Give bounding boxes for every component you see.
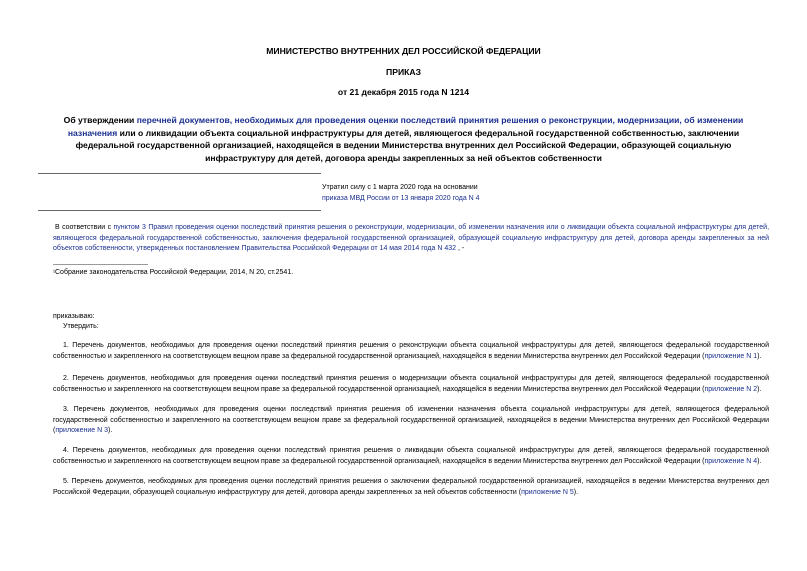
list-item-end: ). [757, 457, 762, 465]
list-item-end: ). [757, 385, 762, 393]
appendix-5-link[interactable]: приложение N 5 [521, 488, 574, 496]
title-prefix: Об утверждении [63, 115, 137, 125]
title-middle: или [117, 127, 139, 138]
list-item-text: 4. Перечень документов, необходимых для проведения оценки последствий принятия решения о ликвидации объекта социальной инфраструктуры для детей, являющегося федеральной государственной собственностью и закрепленного на соответствующем вещном праве за федеральной государственной организацией, находящейся в ведении Министерства внутренних дел Российской Федерации ( [53, 447, 769, 465]
list-item-end: ). [757, 352, 762, 360]
footnote-text: Собрание законодательства Российской Федерации, 2014, N 20, ст.2541. [55, 269, 294, 276]
list-item [53, 405, 769, 437]
list-item-text: 1. Перечень документов, необходимых для проведения оценки последствий принятия решения о реконструкции объекта социальной инфраструктуры для детей, являющегося федеральной государственной собственностью и закрепленного на соответствующем вещном праве за федеральной государственной организацией, находящейся в ведении Министерства внутренних дел Российской Федерации ( [53, 342, 769, 360]
doc-type-heading: ПРИКАЗ [386, 67, 421, 77]
footnote [53, 268, 753, 279]
appendix-3-link[interactable]: приложение N 3 [55, 427, 108, 434]
preamble [53, 223, 769, 255]
preamble-link[interactable]: пунктом 3 Правил проведения оценки последствий принятия решения о реконструкции, модернизации, об изменении назначения или о ликвидации объекта социальной инфраструктуры для детей, являющегося федеральной государственной собственностью, заключения федеральной государственной организацией, образующей социальную инфраструктуру для детей, договора аренды закрепленных за ней объектов собственности, утвержденных постановлением Правительства Российской Федерации от 14 мая 2014 года N 432 [53, 224, 770, 252]
title-link[interactable]: перечней документов, необходимых для проведения оценки последствий принятия решения о реконструкции, модернизации, об изменении назначения [67, 115, 744, 138]
list-item [53, 341, 769, 362]
status-line: Утратил силу с 1 марта 2020 года на основании [322, 184, 478, 191]
ministry-heading: МИНИСТЕРСТВО ВНУТРЕННИХ ДЕЛ РОССИЙСКОЙ ФЕДЕРАЦИИ [266, 46, 541, 56]
divider-bottom [38, 210, 321, 211]
list-item-text: 3. Перечень документов, необходимых для проведения оценки последствий принятия решения об изменении назначения объекта социальной инфраструктуры для детей, являющегося федеральной государственной собственностью и закрепленного на соответствующем вещном праве за федеральной государственной организацией, находящейся в ведении Министерства внутренних дел Российской Федерации ( [53, 406, 769, 434]
prikazyvayu-label: приказываю: [53, 313, 95, 320]
list-item [53, 374, 769, 395]
footnote-rule [53, 264, 148, 265]
utverdit-label: Утвердить: [63, 323, 99, 330]
list-item-end: ). [108, 427, 113, 434]
list-item [53, 446, 769, 467]
title-rest: о ликвидации объекта социальной инфраструктуры для детей, являющегося федеральной государственной собственностью, заключении федеральной государственной организацией, находящейся в ведении Министерства внутренних дел Российской Федерации, образующей социальную инфраструктуру для детей, договора аренды закрепленных за ней объектов собственности [75, 127, 740, 163]
page-title [50, 114, 757, 164]
footnote-marker: ¹ [53, 270, 55, 276]
list-item-end: ). [573, 488, 579, 496]
preamble-suffix: , - [456, 245, 465, 252]
divider-top [38, 173, 321, 174]
status-repeal-link[interactable]: приказа МВД России от 13 января 2020 года N 4 [322, 195, 480, 202]
preamble-prefix: В соответствии с [55, 224, 114, 231]
appendix-2-link[interactable]: приложение N 2 [704, 385, 758, 393]
list-item-text: 5. Перечень документов, необходимых для проведения оценки последствий принятия решения о заключении федеральной государственной организацией, находящейся в ведении Министерства внутренних дел Российской Федерации, образующей социальную инфраструктуру для детей, договора аренды закрепленных за ней объектов собственности ( [53, 478, 769, 496]
appendix-4-link[interactable]: приложение N 4 [704, 457, 758, 465]
doc-date-number: от 21 декабря 2015 года N 1214 [337, 87, 470, 97]
appendix-1-link[interactable]: приложение N 1 [704, 352, 758, 360]
list-item-text: 2. Перечень документов, необходимых для проведения оценки последствий принятия решения о модернизации объекта социальной инфраструктуры для детей, являющегося федеральной государственной собственностью и закрепленного на соответствующем вещном праве за федеральной государственной организацией, находящейся в ведении Министерства внутренних дел Российской Федерации ( [53, 375, 769, 393]
list-item [53, 477, 769, 498]
